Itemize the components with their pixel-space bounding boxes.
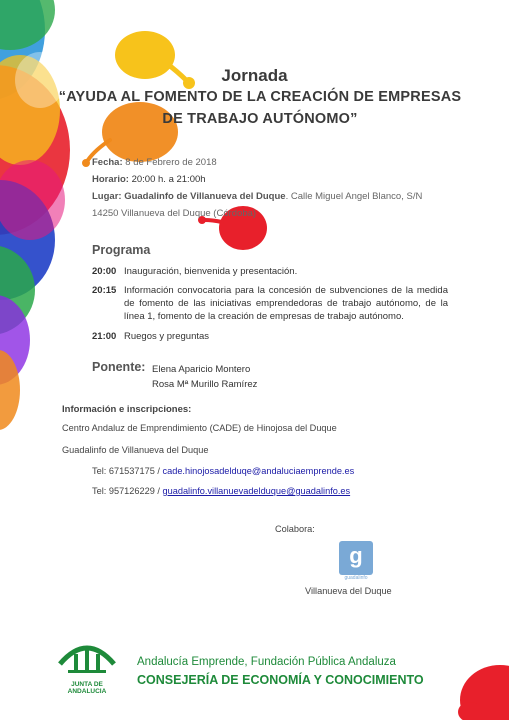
programa-item — [92, 284, 448, 323]
lugar-name: Guadalinfo de Villanueva del Duque — [124, 191, 286, 202]
horario-row — [92, 171, 452, 188]
horario-label: Horario: — [92, 174, 129, 185]
tel-2: Tel: 957126229 / — [92, 486, 163, 496]
colabora-place: Villanueva del Duque — [305, 586, 392, 596]
horario-value: 20:00 h. a 21:00h — [131, 174, 206, 185]
inscripciones-org2: Guadalinfo de Villanueva del Duque — [62, 445, 209, 455]
programa-heading: Programa — [92, 243, 151, 257]
programa-time: 20:15 — [92, 285, 117, 296]
programa-list — [92, 265, 448, 343]
programa-text: Información convocatoria para la concesión de subvenciones de la medida de fomento de las iniciativas emprendedoras de trabajo autónomo, de la línea 1, fomento de la creación de empresas de trabajo autónomo. — [124, 285, 448, 322]
guadalinfo-logo — [339, 541, 373, 581]
fecha-label: Fecha: — [92, 157, 123, 168]
guadalinfo-icon: g — [339, 541, 373, 575]
email-link-1[interactable]: cade.hinojosadelduqe@andaluciaemprende.es — [162, 466, 355, 476]
lugar-address-line2: 14250 Villanueva del Duque (Córdoba) — [92, 208, 257, 219]
programa-time: 21:00 — [92, 331, 117, 342]
ponente-name: Rosa Mª Murillo Ramírez — [152, 379, 258, 390]
colabora-label: Colabora: — [275, 524, 315, 534]
event-details — [92, 154, 452, 222]
tel-1: Tel: 671537175 / — [92, 466, 163, 476]
lugar-label: Lugar: — [92, 191, 122, 202]
ponente-name: Elena Aparicio Montero — [152, 364, 251, 375]
contact-row-1 — [92, 464, 354, 478]
fecha-row — [92, 154, 452, 171]
inscripciones-heading: Información e inscripciones: — [62, 404, 192, 415]
inscripciones-org1: Centro Andaluz de Emprendimiento (CADE) de Hinojosa del Duque — [62, 423, 337, 433]
ponente-heading: Ponente: — [92, 360, 146, 374]
junta-logo-text: JUNTA DE ANDALUCIA — [67, 681, 107, 695]
programa-text: Ruegos y preguntas — [124, 331, 210, 342]
junta-emblem-icon — [52, 636, 122, 678]
event-type-title: Jornada — [221, 66, 288, 85]
guadalinfo-small-text: guadalinfo — [344, 575, 368, 581]
junta-logo — [52, 636, 122, 695]
lugar-address: . Calle Miguel Angel Blanco, S/N — [285, 191, 423, 202]
footer-line2: CONSEJERÍA DE ECONOMÍA Y CONOCIMIENTO — [137, 673, 424, 687]
programa-item — [92, 330, 448, 343]
lugar-row — [92, 188, 452, 205]
programa-time: 20:00 — [92, 266, 117, 277]
email-link-2[interactable]: guadalinfo.villanuevadelduque@guadalinfo.es — [162, 486, 351, 496]
event-title — [40, 86, 480, 130]
fecha-value: 8 de Febrero de 2018 — [125, 157, 217, 168]
event-title-line2: DE TRABAJO AUTÓNOMO” — [162, 111, 358, 127]
contact-row-2 — [92, 484, 350, 498]
programa-text: Inauguración, bienvenida y presentación. — [124, 266, 298, 277]
programa-item — [92, 265, 448, 278]
ponente-names — [152, 362, 257, 392]
event-title-line1: “AYUDA AL FOMENTO DE LA CREACIÓN DE EMPRESAS — [58, 89, 462, 105]
footer-line1: Andalucía Emprende, Fundación Pública Andaluza — [137, 656, 396, 668]
